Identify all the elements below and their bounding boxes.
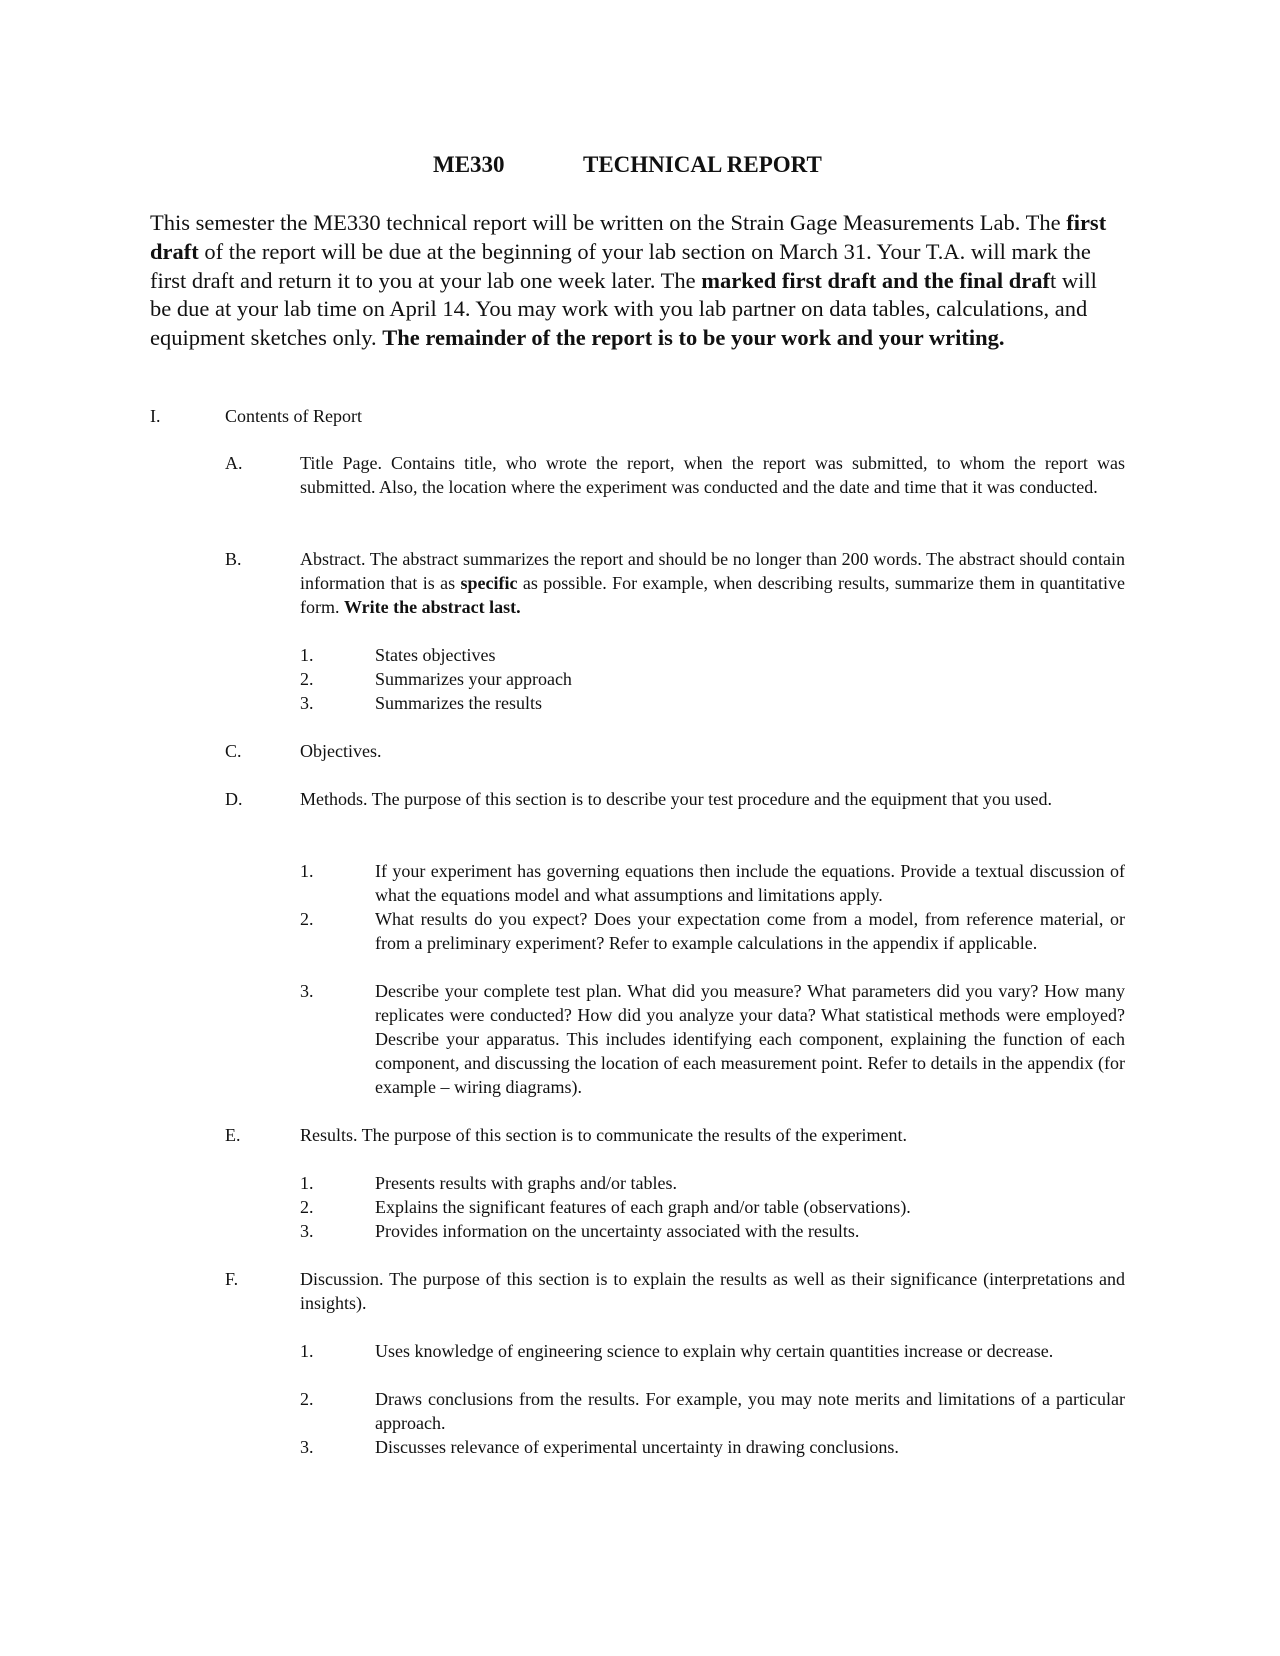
item-a-text: Title Page. Contains title, who wrote the report, when the report was submitted, to whom the report was submitted. Also, the location where the experiment was conducted and the date and time that it was conducted.: [300, 453, 1125, 497]
item-d-text: Methods. The purpose of this section is to describe your test procedure and the equipment that you used.: [300, 789, 1053, 809]
item-c-letter: C.: [225, 741, 242, 761]
b-item-text: Summarizes your approach: [375, 669, 572, 689]
item-b-bold-specific: specific: [460, 573, 518, 593]
section-heading: Contents of Report: [225, 406, 362, 426]
d-item-text: Describe your complete test plan. What did you measure? What parameters did you vary? How many replicates were conducted? How did you analyze your data? What statistical methods were employed? Describe your apparatus. This includes identifying each component, explaining the function of each component, and discussing the location of each measurement point. Refer to details in the appendix (for example – wiring diagrams).: [375, 981, 1125, 1097]
f-item-text: Draws conclusions from the results. For example, you may note merits and limitations of a particular approach.: [375, 1389, 1125, 1433]
item-b-letter: B.: [225, 549, 242, 569]
f-item-number: 3.: [300, 1437, 314, 1457]
intro-bold-remainder: The remainder of the report is to be your work and your writing.: [382, 325, 1005, 351]
item-e-text: Results. The purpose of this section is to communicate the results of the experiment.: [300, 1125, 908, 1145]
course-code: ME330: [433, 152, 505, 177]
section-numeral: I.: [150, 406, 161, 426]
intro-text-3: t will be due at your lab time on April 14. You may work with you lab partner on data tables, calculations, and equipment sketches only.: [150, 267, 1097, 351]
e-item-number: 1.: [300, 1173, 314, 1193]
intro-paragraph: [150, 209, 1122, 353]
item-b-text-2: as possible. For example, when describing results, summarize them in quantitative form.: [300, 573, 1125, 617]
item-a-letter: A.: [225, 453, 243, 473]
b-item-number: 3.: [300, 693, 314, 713]
item-f-letter: F.: [225, 1269, 239, 1289]
f-item-number: 2.: [300, 1389, 314, 1409]
f-item-text: Uses knowledge of engineering science to explain why certain quantities increase or decrease.: [375, 1341, 1054, 1361]
b-item-text: States objectives: [375, 645, 496, 665]
e-item-text: Presents results with graphs and/or tables.: [375, 1173, 677, 1193]
intro-text-1: This semester the ME330 technical report will be written on the Strain Gage Measurements Lab. The: [150, 210, 1067, 235]
d-item-number: 3.: [300, 981, 314, 1001]
b-item-text: Summarizes the results: [375, 693, 542, 713]
item-d-letter: D.: [225, 789, 243, 809]
d-item-text: What results do you expect? Does your expectation come from a model, from reference material, or from a preliminary experiment? Refer to example calculations in the appendix if applicable.: [375, 909, 1125, 953]
e-item-number: 2.: [300, 1197, 314, 1217]
e-item-number: 3.: [300, 1221, 314, 1241]
d-item-text: If your experiment has governing equations then include the equations. Provide a textual discussion of what the equations model and what assumptions and limitations apply.: [375, 861, 1125, 905]
d-item-number: 2.: [300, 909, 314, 929]
item-e-letter: E.: [225, 1125, 241, 1145]
e-item-text: Provides information on the uncertainty associated with the results.: [375, 1221, 860, 1241]
item-b-bold-abstract-last: Write the abstract last.: [344, 597, 521, 617]
intro-text-2: of the report will be due at the beginning of your lab section on March 31. Your T.A. will mark the first draft and return it to you at your lab one week later. The: [150, 238, 1091, 293]
e-item-text: Explains the significant features of each graph and/or table (observations).: [375, 1197, 911, 1217]
d-item-number: 1.: [300, 861, 314, 881]
item-b-text: [300, 547, 1125, 619]
item-b-text-1: Abstract. The abstract summarizes the report and should be no longer than 200 words. The abstract should contain information that is as: [300, 549, 1125, 593]
f-item-number: 1.: [300, 1341, 314, 1361]
item-f-text: Discussion. The purpose of this section is to explain the results as well as their significance (interpretations and insights).: [300, 1269, 1125, 1313]
b-item-number: 2.: [300, 669, 314, 689]
item-c-text: Objectives.: [300, 741, 382, 761]
b-item-number: 1.: [300, 645, 314, 665]
intro-bold-first-draft: first draft: [150, 210, 1107, 264]
report-title: TECHNICAL REPORT: [583, 152, 822, 177]
f-item-text: Discusses relevance of experimental uncertainty in drawing conclusions.: [375, 1437, 899, 1457]
intro-bold-final-draft: marked first draft and the final draf: [701, 267, 1051, 293]
